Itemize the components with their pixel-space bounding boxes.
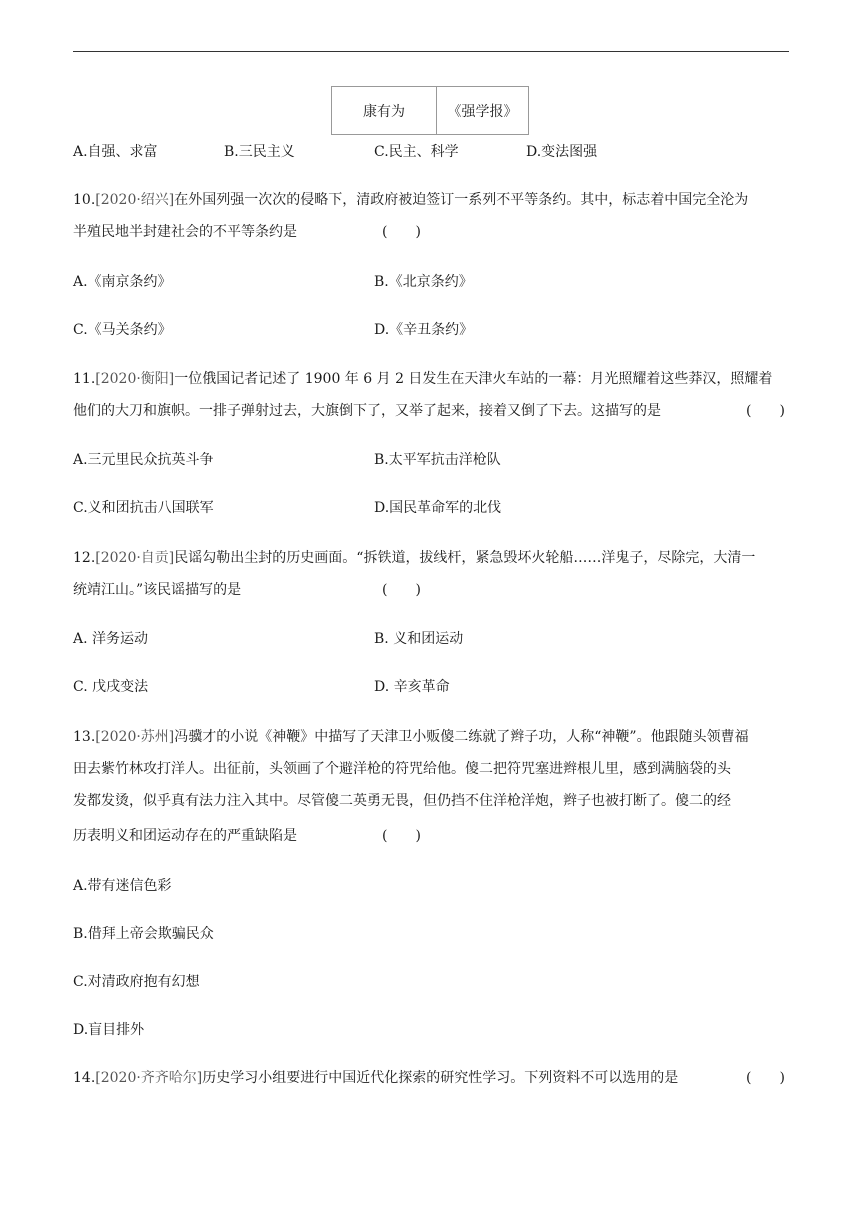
question-source: [2020·齐齐哈尔] xyxy=(95,1070,203,1086)
q11-stem-line2: 他们的大刀和旗帜。一排子弹射过去，大旗倒下了，又举了起来，接着又倒了下去。这描写的是 xyxy=(73,403,661,419)
q13-option-a: A.带有迷信色彩 xyxy=(73,878,172,894)
answer-blank: ( ) xyxy=(382,582,421,598)
q10-option-d: D.《辛丑条约》 xyxy=(374,322,474,338)
q11-stem-line1 xyxy=(73,369,772,389)
q10-option-b: B.《北京条约》 xyxy=(374,274,473,290)
q14-stem-line1 xyxy=(73,1068,678,1088)
q10-option-a: A.《南京条约》 xyxy=(73,274,172,290)
q9-option-b: B.三民主义 xyxy=(224,144,295,160)
stem-text: 冯骥才的小说《神鞭》中描写了天津卫小贩傻二练就了辫子功，人称“神鞭”。他跟随头领曹福 xyxy=(174,729,749,745)
table-cell: 康有为 xyxy=(332,87,437,135)
q12-option-b: B. 义和团运动 xyxy=(374,631,464,647)
q13-stem-line1 xyxy=(73,727,749,747)
stem-text: 历史学习小组要进行中国近代化探索的研究性学习。下列资料不可以选用的是 xyxy=(202,1070,679,1086)
answer-blank: ( ) xyxy=(382,224,421,240)
question-source: [2020·衡阳] xyxy=(95,371,175,387)
q13-option-d: D.盲目排外 xyxy=(73,1022,145,1038)
q13-option-c: C.对清政府抱有幻想 xyxy=(73,974,200,990)
q12-option-a: A. 洋务运动 xyxy=(73,631,149,647)
stem-text: 一位俄国记者记述了 1900 年 6 月 2 日发生在天津火车站的一幕：月光照耀着这些莽汉，照耀着 xyxy=(174,371,773,387)
q11-option-b: B.太平军抗击洋枪队 xyxy=(374,452,501,468)
stem-text: 民谣勾勒出尘封的历史画面。“拆铁道，拔线杆，紧急毁坏火轮船……洋鬼子，尽除完，大清一 xyxy=(174,550,756,566)
answer-blank: ( ) xyxy=(746,1070,785,1086)
question-number: 12. xyxy=(73,550,96,566)
q13-stem-line2: 田去紫竹林攻打洋人。出征前，头领画了个避洋枪的符咒给他。傻二把符咒塞进辫根儿里，感到满脑袋的头 xyxy=(73,761,731,777)
table-cell: 《强学报》 xyxy=(437,87,529,135)
answer-blank: ( ) xyxy=(746,403,785,419)
question-number: 13. xyxy=(73,729,96,745)
q13-stem-line3: 发都发烫，似乎真有法力注入其中。尽管傻二英勇无畏，但仍挡不住洋枪洋炮，辫子也被打断了。傻二的经 xyxy=(73,793,731,809)
q13-option-b: B.借拜上帝会欺骗民众 xyxy=(73,926,214,942)
q9-option-a: A.自强、求富 xyxy=(73,144,158,160)
reference-table xyxy=(331,86,529,135)
question-number: 11. xyxy=(73,371,96,387)
stem-text: 在外国列强一次次的侵略下，清政府被迫签订一系列不平等条约。其中，标志着中国完全沦为 xyxy=(174,192,749,208)
q11-option-a: A.三元里民众抗英斗争 xyxy=(73,452,214,468)
q9-option-d: D.变法图强 xyxy=(526,144,598,160)
q12-option-d: D. 辛亥革命 xyxy=(374,679,450,695)
q12-stem-line1 xyxy=(73,548,755,568)
q12-option-c: C. 戊戌变法 xyxy=(73,679,149,695)
q10-stem-line2: 半殖民地半封建社会的不平等条约是 xyxy=(73,224,297,240)
question-source: [2020·绍兴] xyxy=(95,192,175,208)
question-source: [2020·苏州] xyxy=(95,729,175,745)
q9-option-c: C.民主、科学 xyxy=(374,144,459,160)
answer-blank: ( ) xyxy=(382,828,421,844)
question-number: 10. xyxy=(73,192,96,208)
q10-option-c: C.《马关条约》 xyxy=(73,322,172,338)
q13-stem-line4: 历表明义和团运动存在的严重缺陷是 xyxy=(73,828,297,844)
header-rule xyxy=(73,51,789,52)
q10-stem-line1 xyxy=(73,190,748,210)
question-number: 14. xyxy=(73,1070,96,1086)
q12-stem-line2: 统靖江山。”该民谣描写的是 xyxy=(73,582,242,598)
q11-option-d: D.国民革命军的北伐 xyxy=(374,500,502,516)
q11-option-c: C.义和团抗击八国联军 xyxy=(73,500,214,516)
question-source: [2020·自贡] xyxy=(95,550,175,566)
